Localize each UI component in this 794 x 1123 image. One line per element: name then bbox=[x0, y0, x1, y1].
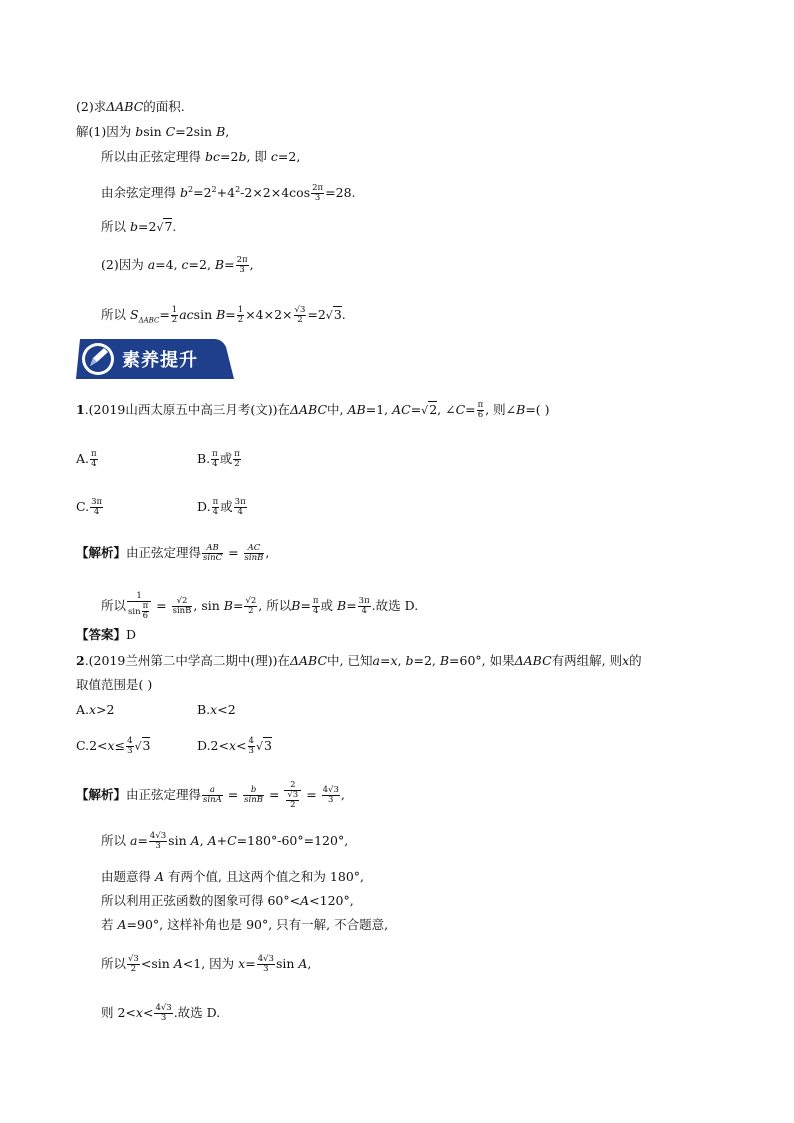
text: b bbox=[243, 786, 264, 796]
text: (2)求 bbox=[76, 99, 107, 114]
text: = bbox=[245, 956, 256, 971]
text: A bbox=[154, 869, 165, 884]
option-1b bbox=[197, 450, 242, 469]
fraction bbox=[358, 597, 371, 616]
text: <2 bbox=[217, 702, 236, 717]
text: bc bbox=[204, 149, 220, 164]
text: 所以 bbox=[101, 219, 130, 234]
text: 4 bbox=[212, 459, 218, 469]
text: 4 bbox=[248, 736, 254, 746]
fraction bbox=[236, 256, 249, 275]
fraction bbox=[211, 450, 219, 469]
text: 2 bbox=[211, 185, 217, 194]
fraction-denominator bbox=[127, 602, 151, 621]
text: = bbox=[465, 402, 476, 417]
text: , sin bbox=[193, 598, 224, 613]
text: B. bbox=[197, 702, 211, 717]
text: 3π bbox=[234, 497, 246, 507]
text: C. bbox=[76, 499, 90, 514]
text: =90°, 这样补角也是 90°, 只有一解, 不合题意, bbox=[126, 917, 389, 932]
text: , bbox=[249, 257, 254, 272]
fraction bbox=[212, 498, 220, 517]
analysis-2-step-3 bbox=[101, 893, 354, 909]
text: A. bbox=[76, 702, 90, 717]
text: <120°, bbox=[309, 893, 354, 908]
problem-2-stem-line-2 bbox=[76, 677, 152, 693]
text: 4 bbox=[237, 507, 243, 517]
text: sinB bbox=[244, 553, 264, 563]
text: 4 bbox=[361, 606, 367, 616]
text: = bbox=[152, 598, 171, 613]
solution-line-1 bbox=[76, 124, 229, 140]
fraction bbox=[202, 544, 223, 563]
text: D.2< bbox=[197, 738, 229, 753]
text: B bbox=[223, 598, 233, 613]
text: , bbox=[199, 833, 208, 848]
text: π bbox=[477, 400, 484, 410]
text: √2 bbox=[245, 596, 257, 606]
text: 2 bbox=[235, 185, 241, 194]
text: 或 bbox=[320, 598, 337, 613]
banner-label: 素养提升 bbox=[122, 350, 198, 371]
text: ×4×2× bbox=[245, 307, 293, 322]
text: = bbox=[379, 653, 391, 668]
option-2d bbox=[197, 737, 272, 756]
text: A bbox=[173, 956, 183, 971]
text: 2 bbox=[237, 315, 244, 325]
text: √3 bbox=[128, 954, 139, 964]
text: 2π bbox=[312, 183, 324, 193]
radical-sign: √ bbox=[325, 309, 333, 322]
text: sin bbox=[193, 307, 217, 322]
text: D bbox=[126, 627, 137, 642]
text: √3 bbox=[294, 305, 306, 315]
fraction bbox=[244, 597, 257, 616]
text: = bbox=[300, 598, 311, 613]
text: AB bbox=[347, 402, 366, 417]
text: 2 bbox=[248, 606, 254, 616]
text: = bbox=[223, 787, 243, 802]
text: ≤ bbox=[114, 738, 126, 753]
text: 4 bbox=[313, 606, 319, 616]
text: π bbox=[212, 497, 219, 507]
text: 则 2< bbox=[101, 1005, 136, 1020]
fraction bbox=[284, 781, 301, 810]
text: 3 bbox=[263, 738, 272, 753]
text: + bbox=[216, 833, 228, 848]
analysis-2-step-6 bbox=[101, 1004, 220, 1023]
fraction bbox=[149, 832, 167, 851]
text: ΔABC bbox=[514, 653, 552, 668]
text: -2×2×4cos bbox=[240, 185, 311, 200]
text: B. bbox=[197, 451, 211, 466]
fraction bbox=[202, 786, 223, 805]
text: 2 bbox=[429, 402, 438, 417]
fraction bbox=[154, 1004, 172, 1023]
text: 的 bbox=[629, 653, 642, 668]
text: B bbox=[337, 598, 347, 613]
text: x bbox=[210, 702, 218, 717]
analysis-label: 【解析】 bbox=[76, 545, 127, 560]
text: 1 bbox=[237, 305, 244, 315]
problem-2-stem bbox=[76, 653, 642, 669]
text: 中, 已知 bbox=[327, 653, 373, 668]
text: 2 bbox=[290, 800, 296, 810]
text: 的面积. bbox=[143, 99, 185, 114]
text: 由正弦定理得 bbox=[126, 545, 202, 560]
text: (2)因为 bbox=[101, 257, 148, 272]
text: 所以 bbox=[101, 598, 127, 613]
analysis-2 bbox=[76, 781, 345, 810]
text: ac bbox=[179, 307, 194, 322]
text: A. bbox=[76, 451, 90, 466]
text: 2 bbox=[188, 185, 194, 194]
analysis-1 bbox=[76, 544, 269, 563]
text: =2 bbox=[307, 307, 326, 322]
text: =60°, 如果 bbox=[449, 653, 515, 668]
text: 所以由正弦定理得 bbox=[101, 149, 205, 164]
text: , bbox=[397, 653, 406, 668]
text: 若 bbox=[101, 917, 118, 932]
text: A bbox=[190, 833, 200, 848]
analysis-1-step bbox=[101, 592, 418, 621]
text: 3 bbox=[160, 1013, 167, 1023]
text: C bbox=[455, 402, 466, 417]
text: = bbox=[302, 787, 321, 802]
text: x bbox=[238, 956, 246, 971]
text: =2 bbox=[193, 185, 212, 200]
text: 由余弦定理得 bbox=[101, 185, 180, 200]
fraction bbox=[234, 498, 247, 517]
text: =28. bbox=[325, 185, 356, 200]
text: 2 bbox=[130, 964, 137, 974]
text: . bbox=[341, 307, 346, 322]
text: ΔABC bbox=[290, 653, 328, 668]
text: C.2< bbox=[76, 738, 108, 753]
text: = bbox=[224, 257, 235, 272]
text: A bbox=[117, 917, 127, 932]
text: a bbox=[372, 653, 380, 668]
text: sinB bbox=[244, 795, 263, 805]
text: = bbox=[346, 598, 357, 613]
fraction bbox=[90, 450, 98, 469]
fraction bbox=[237, 306, 244, 325]
text: 3π bbox=[91, 497, 103, 507]
text: B bbox=[216, 124, 226, 139]
text: AC bbox=[244, 544, 265, 554]
text: 由正弦定理得 bbox=[126, 787, 202, 802]
text: = bbox=[410, 402, 422, 417]
text: , 所以 bbox=[258, 598, 292, 613]
text: b bbox=[238, 149, 247, 164]
option-2c bbox=[76, 737, 150, 756]
text: C bbox=[227, 833, 237, 848]
text: =2 bbox=[138, 219, 157, 234]
fraction bbox=[233, 450, 241, 469]
fraction bbox=[322, 786, 340, 805]
text: B bbox=[214, 257, 225, 272]
fraction bbox=[90, 498, 103, 517]
text: = bbox=[225, 307, 236, 322]
text: 3 bbox=[314, 193, 321, 203]
text: 2 bbox=[284, 781, 301, 791]
text: = bbox=[232, 598, 244, 613]
fraction bbox=[286, 791, 299, 810]
text: .故选 D. bbox=[173, 1005, 221, 1020]
radical-sign: √ bbox=[421, 404, 429, 417]
text: 6 bbox=[477, 410, 484, 420]
option-2b bbox=[197, 702, 236, 718]
text: 所以 bbox=[101, 833, 130, 848]
text: 或 bbox=[219, 451, 233, 466]
problem-1-stem bbox=[76, 401, 550, 420]
text: 2 bbox=[297, 315, 303, 325]
text: 4√3 bbox=[257, 954, 274, 964]
text: .(2019山西太原五中高三月考(文))在 bbox=[84, 402, 290, 417]
text: 2 bbox=[171, 315, 178, 325]
text: =2 bbox=[220, 149, 239, 164]
fraction bbox=[311, 184, 324, 203]
text: =( ) bbox=[525, 402, 550, 417]
text: .故选 D. bbox=[371, 598, 419, 613]
text: π bbox=[312, 596, 319, 606]
fraction bbox=[244, 544, 265, 563]
text: sinC bbox=[203, 553, 223, 563]
text: < bbox=[236, 738, 247, 753]
text: 有两个值, 且这两个值之和为 180°, bbox=[164, 869, 364, 884]
text: sin bbox=[128, 607, 141, 617]
solution-line-6 bbox=[101, 306, 346, 329]
fraction bbox=[257, 955, 275, 974]
text: <1, 因为 bbox=[182, 956, 239, 971]
text: 3 bbox=[155, 841, 161, 851]
text: 4 bbox=[91, 459, 97, 469]
text: 3 bbox=[333, 307, 342, 322]
text: 6 bbox=[142, 611, 149, 621]
text: b bbox=[405, 653, 414, 668]
text: b bbox=[129, 219, 138, 234]
text: 所以 bbox=[101, 307, 130, 322]
text: π bbox=[234, 449, 240, 459]
text: c bbox=[181, 257, 189, 272]
text: 4 bbox=[212, 507, 219, 517]
fraction bbox=[142, 602, 150, 621]
text: b bbox=[179, 185, 188, 200]
text: <sin bbox=[140, 956, 174, 971]
text: A bbox=[207, 833, 217, 848]
text: =2, bbox=[277, 149, 301, 164]
text: B bbox=[439, 653, 450, 668]
analysis-2-step-2 bbox=[101, 869, 364, 885]
text: x bbox=[135, 1005, 143, 1020]
text: a bbox=[129, 833, 138, 848]
text: sin bbox=[143, 124, 166, 139]
text: x bbox=[228, 738, 237, 753]
text: √3 bbox=[287, 790, 299, 800]
text: = bbox=[137, 833, 148, 848]
text: 3 bbox=[263, 964, 269, 974]
text: sinB bbox=[172, 606, 192, 616]
text: , bbox=[307, 956, 312, 971]
radical-sign: √ bbox=[134, 740, 142, 753]
text: 由题意得 bbox=[101, 869, 155, 884]
text: 3 bbox=[239, 265, 245, 275]
text: x bbox=[89, 702, 97, 717]
text: B bbox=[216, 307, 226, 322]
text: 4 bbox=[127, 736, 133, 746]
question-2 bbox=[76, 99, 185, 115]
analysis-2-step-1 bbox=[101, 832, 348, 851]
text: ΔABC bbox=[106, 99, 144, 114]
text: 4√3 bbox=[149, 831, 167, 841]
text: B bbox=[291, 598, 301, 613]
text: x bbox=[622, 653, 630, 668]
text: √2 bbox=[172, 597, 193, 607]
fraction bbox=[126, 737, 133, 756]
text: a bbox=[202, 786, 223, 796]
text: 2 bbox=[234, 459, 240, 469]
text: .(2019兰州第二中学高二期中(理))在 bbox=[84, 653, 290, 668]
solution-line-4 bbox=[101, 219, 176, 236]
text: < bbox=[142, 1005, 154, 1020]
text: 3 bbox=[142, 738, 151, 753]
solution-line-2 bbox=[101, 149, 300, 165]
text: , bbox=[225, 124, 230, 139]
fraction bbox=[171, 306, 178, 325]
text: 所以利用正弦函数的图象可得 60°< bbox=[101, 893, 301, 908]
text: , ∠ bbox=[437, 402, 456, 417]
text: π bbox=[142, 601, 149, 611]
text: 所以 bbox=[101, 956, 127, 971]
text: b bbox=[135, 124, 144, 139]
text: 3 bbox=[127, 746, 133, 756]
analysis-2-step-5 bbox=[101, 955, 311, 974]
text: . bbox=[172, 219, 177, 234]
fraction bbox=[243, 786, 264, 805]
text: =1, bbox=[365, 402, 393, 417]
text: a bbox=[147, 257, 156, 272]
problem-number: 1 bbox=[76, 402, 85, 417]
text: ΔABC bbox=[290, 402, 328, 417]
text: sin bbox=[275, 956, 299, 971]
text: 取值范围是( ) bbox=[76, 677, 153, 692]
text: = bbox=[264, 787, 284, 802]
text: , 即 bbox=[246, 149, 271, 164]
text: , bbox=[340, 787, 345, 802]
fraction bbox=[127, 592, 151, 621]
text: x bbox=[107, 738, 115, 753]
text: sinA bbox=[203, 795, 222, 805]
text: S bbox=[129, 307, 139, 322]
fraction bbox=[477, 401, 485, 420]
text: = bbox=[224, 545, 243, 560]
text: c bbox=[270, 149, 278, 164]
fraction-denominator bbox=[284, 791, 301, 810]
text: 1 bbox=[171, 305, 178, 315]
fraction bbox=[127, 955, 140, 974]
text: sin bbox=[168, 833, 191, 848]
text: A bbox=[300, 893, 310, 908]
option-2a bbox=[76, 702, 115, 718]
text: 3 bbox=[248, 746, 254, 756]
text: =4, bbox=[155, 257, 182, 272]
text: C bbox=[165, 124, 176, 139]
analysis-label: 【解析】 bbox=[76, 787, 127, 802]
text: 中, bbox=[327, 402, 348, 417]
radical-sign: √ bbox=[156, 221, 164, 234]
text: π bbox=[91, 449, 97, 459]
text: 或 bbox=[220, 499, 233, 514]
text: , 则∠ bbox=[485, 402, 517, 417]
fraction bbox=[172, 597, 193, 616]
text: π bbox=[212, 449, 218, 459]
text: 解(1)因为 bbox=[76, 124, 136, 139]
text: =2, bbox=[413, 653, 440, 668]
text: 4 bbox=[93, 507, 100, 517]
text: AC bbox=[392, 402, 411, 417]
answer-label: 【答案】 bbox=[76, 627, 127, 642]
text: 4√3 bbox=[322, 785, 339, 795]
radical-sign: √ bbox=[255, 740, 263, 753]
option-1d bbox=[197, 498, 248, 517]
solution-line-3 bbox=[101, 182, 356, 203]
text: 2π bbox=[236, 255, 248, 265]
text: 3π bbox=[358, 596, 370, 606]
option-1c bbox=[76, 498, 104, 517]
text: B bbox=[516, 402, 526, 417]
text: >2 bbox=[96, 702, 115, 717]
fraction bbox=[312, 597, 320, 616]
analysis-2-step-4 bbox=[101, 917, 388, 933]
fraction bbox=[294, 306, 307, 325]
text: AB bbox=[202, 544, 223, 554]
text: ΔABC bbox=[138, 316, 160, 325]
text: 7 bbox=[164, 219, 173, 234]
text: x bbox=[390, 653, 398, 668]
fraction bbox=[248, 737, 255, 756]
text: 4√3 bbox=[155, 1003, 172, 1013]
text: D. bbox=[197, 499, 211, 514]
text: =2sin bbox=[175, 124, 217, 139]
text: 1 bbox=[127, 592, 151, 602]
answer-1 bbox=[76, 627, 136, 643]
text: , bbox=[265, 545, 270, 560]
text: +4 bbox=[216, 185, 236, 200]
pencil-badge-icon bbox=[82, 343, 114, 375]
text: 3 bbox=[328, 795, 334, 805]
solution-line-5 bbox=[101, 256, 254, 275]
text: = bbox=[159, 307, 170, 322]
text: =2, bbox=[188, 257, 215, 272]
text: 有两组解, 则 bbox=[551, 653, 623, 668]
text: =180°-60°=120°, bbox=[236, 833, 349, 848]
option-1a bbox=[76, 450, 99, 469]
problem-number: 2 bbox=[76, 653, 85, 668]
text: A bbox=[298, 956, 308, 971]
